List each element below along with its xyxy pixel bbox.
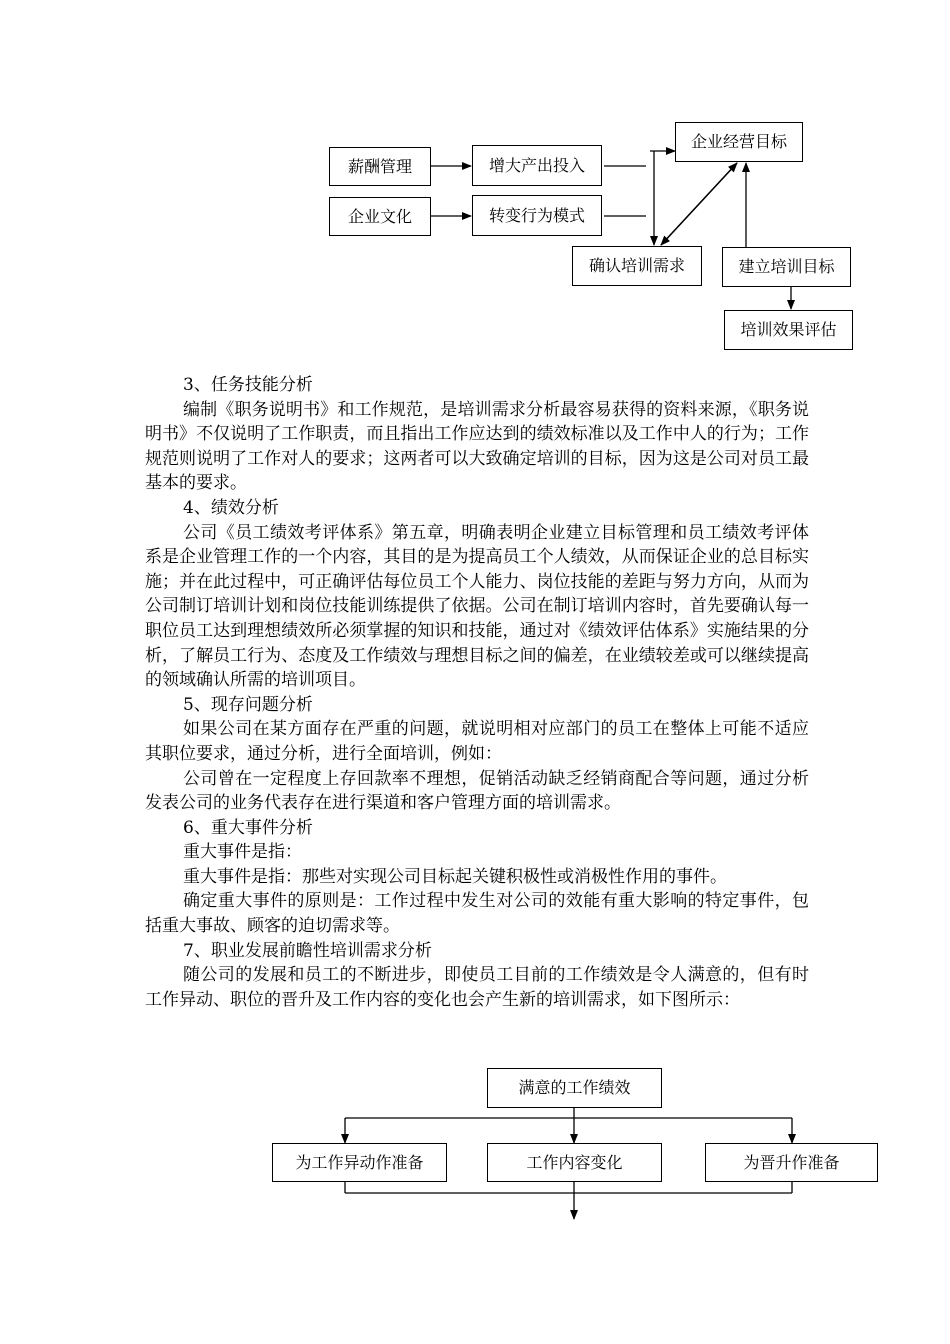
box-prepare-job-change: 为工作异动作准备 xyxy=(272,1143,447,1182)
paragraph-existing-problem: 如果公司在某方面存在严重的问题，就说明相对应部门的员工在整体上可能不适应其职位要求，通过分析，进行全面培训，例如： xyxy=(145,719,809,764)
paragraph-major-event-principle: 确定重大事件的原则是：工作过程中发生对公司的效能有重大影响的特定事件，包括重大事故、顾客的迫切需求等。 xyxy=(145,891,809,937)
paragraph-problem-example: 公司曾在一定程度上存回款率不理想，促销活动缺乏经销商配合等问题，通过分析发表公司的业务代表存在进行渠道和客户管理方面的培训需求。 xyxy=(145,768,809,814)
paragraph-major-event-label: 重大事件是指： xyxy=(183,842,302,863)
box-change-behavior: 转变行为模式 xyxy=(472,195,602,236)
box-prepare-promotion: 为晋升作准备 xyxy=(705,1143,878,1182)
paragraph-performance: 公司《员工绩效考评体系》第五章，明确表明企业建立目标管理和员工绩效考评体系是企业管理工作的一个内容，其目的是为提高员工个人绩效，从而保证企业的总目标实施；并在此过程中，可正确评估每位员工个人能力、岗位技能的差距与努力方向，从而为公司制订培训计划和岗位技能训练提供了依据。公司在制订培训内容时，首先要确认每一职位员工达到理想绩效所必须掌握的知识和技能，通过对《绩效评估体系》实施结果的分析，了解员工行为、态度及工作绩效与理想目标之间的偏差，在业绩较差或可以继续提高的领域确认所需的培训项目。 xyxy=(145,522,809,691)
box-corporate-culture: 企业文化 xyxy=(329,197,431,236)
box-business-goal: 企业经营目标 xyxy=(675,122,803,162)
heading-existing-problem-analysis: 5、现存问题分析 xyxy=(183,694,313,715)
paragraph-major-event-definition: 重大事件是指：那些对实现公司目标起关键积极性或消极性作用的事件。 xyxy=(183,866,727,887)
heading-career-development-analysis: 7、职业发展前瞻性培训需求分析 xyxy=(183,940,432,961)
heading-task-skill-analysis: 3、任务技能分析 xyxy=(183,375,313,395)
body-text xyxy=(145,373,809,1012)
box-training-evaluation: 培训效果评估 xyxy=(724,310,853,350)
box-salary-management: 薪酬管理 xyxy=(329,147,431,186)
heading-performance-analysis: 4、绩效分析 xyxy=(183,497,279,518)
box-satisfied-performance: 满意的工作绩效 xyxy=(487,1068,662,1108)
box-job-content-change: 工作内容变化 xyxy=(487,1143,662,1182)
paragraph-task-skill: 编制《职务说明书》和工作规范，是培训需求分析最容易获得的资料来源，《职务说明书》不仅说明了工作职责，而且指出工作应达到的绩效标准以及工作中人的行为；工作规范则说明了工作对人的要求；这两者可以大致确定培训的目标，因为这是公司对员工最基本的要求。 xyxy=(145,399,809,494)
arrow-confirm-to-goal xyxy=(661,163,737,245)
heading-major-event-analysis: 6、重大事件分析 xyxy=(183,817,313,838)
arrow-goal-to-confirm xyxy=(661,163,737,245)
box-set-training-goal: 建立培训目标 xyxy=(722,247,851,287)
box-increase-output: 增大产出投入 xyxy=(472,145,602,186)
paragraph-career-development: 随公司的发展和员工的不断进步，即使员工目前的工作绩效是令人满意的，但有时工作异动、职位的晋升及工作内容的变化也会产生新的培训需求，如下图所示： xyxy=(145,965,809,1010)
box-confirm-training-needs: 确认培训需求 xyxy=(572,246,702,286)
